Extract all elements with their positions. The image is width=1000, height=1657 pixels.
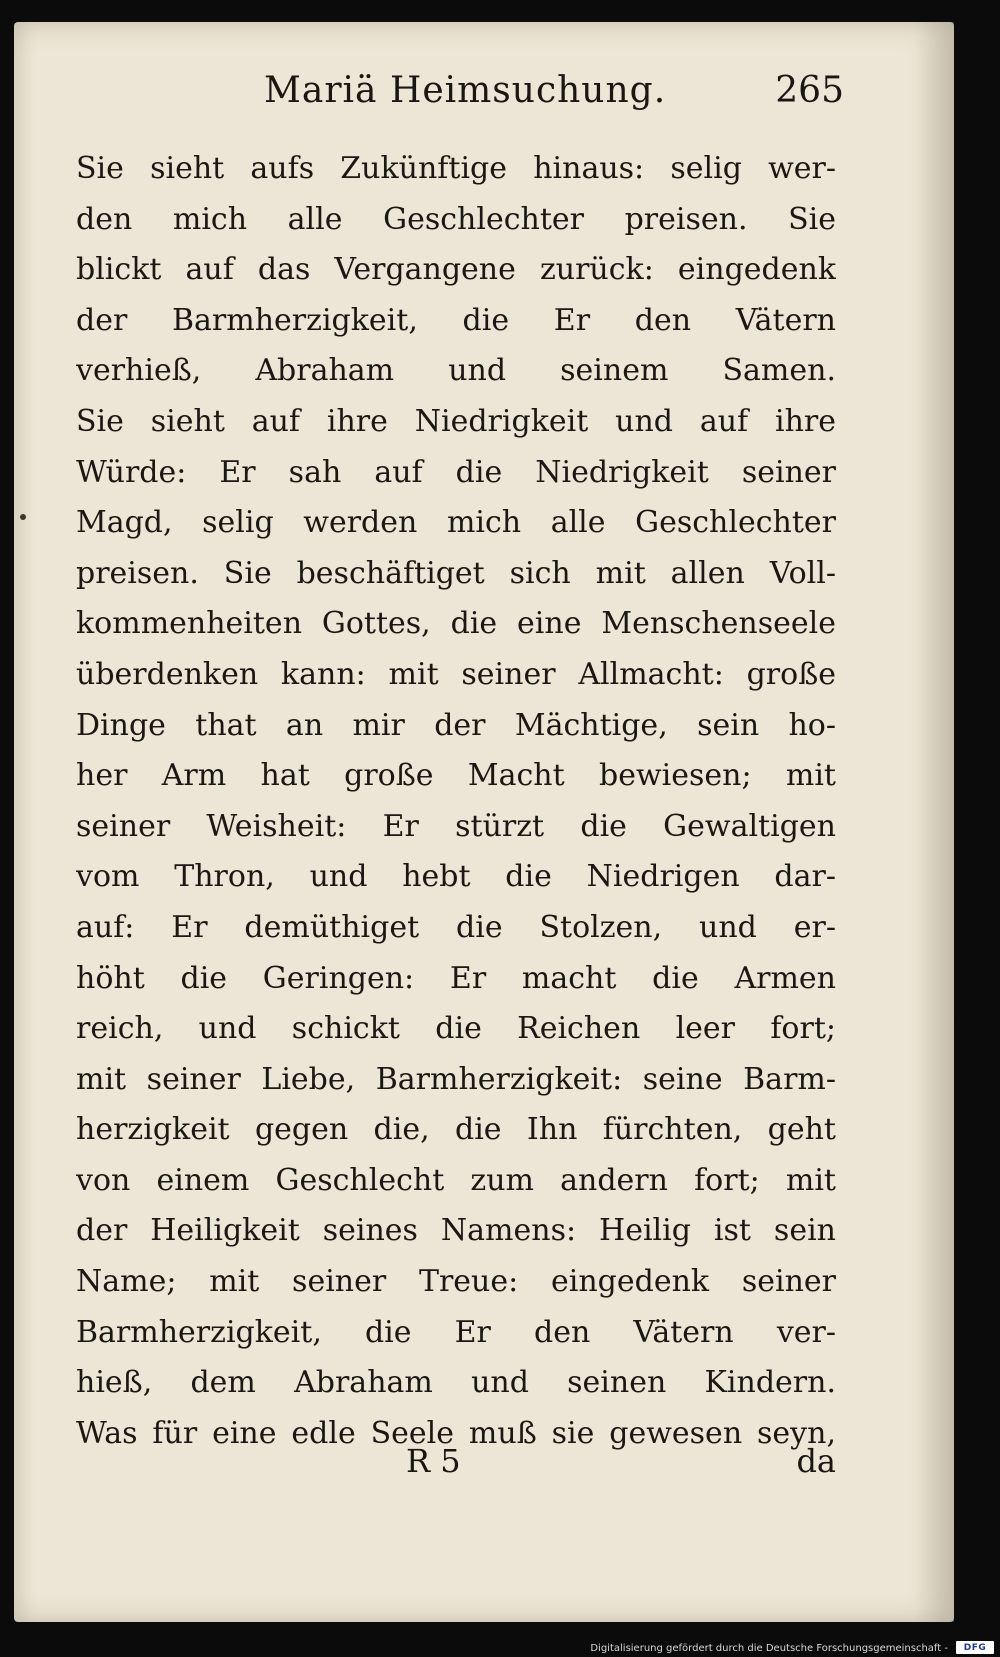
text-line: reich, und schickt die Reichen leer fort; bbox=[76, 1011, 836, 1047]
text-line: höht die Geringen: Er macht die Armen bbox=[76, 960, 836, 996]
text-line: auf: Er demüthiget die Stolzen, und er- bbox=[76, 909, 836, 945]
page-edge-shading bbox=[914, 22, 954, 1622]
digitization-credit: Digitalisierung gefördert durch die Deutsche Forschungsgemeinschaft - bbox=[590, 1643, 948, 1654]
text-line: der Barmherzigkeit, die Er den Vätern bbox=[76, 302, 836, 338]
text-line: Name; mit seiner Treue: eingedenk seiner bbox=[76, 1264, 836, 1300]
text-line: her Arm hat große Macht bewiesen; mit bbox=[76, 758, 836, 794]
ink-speck bbox=[20, 514, 26, 520]
text-line: preisen. Sie beschäftiget sich mit allen Voll- bbox=[76, 555, 836, 591]
text-line: Sie sieht aufs Zukünftige hinaus: selig wer- bbox=[76, 151, 836, 186]
text-line: verhieß, Abraham und seinem Samen. bbox=[76, 353, 836, 389]
text-line: hieß, dem Abraham und seinen Kindern. bbox=[76, 1365, 836, 1401]
signature-mark: R 5 bbox=[406, 1442, 461, 1480]
text-line: seiner Weisheit: Er stürzt die Gewaltigen bbox=[76, 808, 836, 844]
page-footer bbox=[76, 1442, 836, 1502]
text-line: den mich alle Geschlechter preisen. Sie bbox=[76, 201, 836, 237]
running-title: Mariä Heimsuchung. bbox=[264, 70, 667, 111]
page-number: 265 bbox=[775, 70, 844, 111]
text-line: Magd, selig werden mich alle Geschlechter bbox=[76, 505, 836, 541]
dfg-logo-text: DFG bbox=[963, 1642, 987, 1653]
text-line: Sie sieht auf ihre Niedrigkeit und auf ihre bbox=[76, 403, 836, 439]
text-line: kommenheiten Gottes, die eine Menschenseele bbox=[76, 606, 836, 642]
text-line: herzigkeit gegen die, die Ihn fürchten, geht bbox=[76, 1112, 836, 1148]
book-page bbox=[14, 22, 954, 1622]
text-line: vom Thron, und hebt die Niedrigen dar- bbox=[76, 859, 836, 895]
text-line: überdenken kann: mit seiner Allmacht: große bbox=[76, 656, 836, 692]
text-line: Was für eine edle Seele muß sie gewesen seyn, bbox=[76, 1415, 836, 1451]
text-line: von einem Geschlecht zum andern fort; mit bbox=[76, 1162, 836, 1198]
text-line: blickt auf das Vergangene zurück: eingedenk bbox=[76, 252, 836, 288]
text-line: Würde: Er sah auf die Niedrigkeit seiner bbox=[76, 454, 836, 490]
text-line: mit seiner Liebe, Barmherzigkeit: seine Barm- bbox=[76, 1061, 836, 1097]
credit-bar bbox=[0, 1637, 1000, 1657]
text-line: Dinge that an mir der Mächtige, sein ho- bbox=[76, 707, 836, 743]
text-line: der Heiligkeit seines Namens: Heilig ist sein bbox=[76, 1213, 836, 1249]
catchword: da bbox=[796, 1442, 836, 1480]
text-line: Barmherzigkeit, die Er den Vätern ver- bbox=[76, 1314, 836, 1350]
body-text bbox=[76, 144, 836, 1459]
dfg-logo bbox=[956, 1641, 994, 1654]
page-header bbox=[244, 70, 844, 130]
